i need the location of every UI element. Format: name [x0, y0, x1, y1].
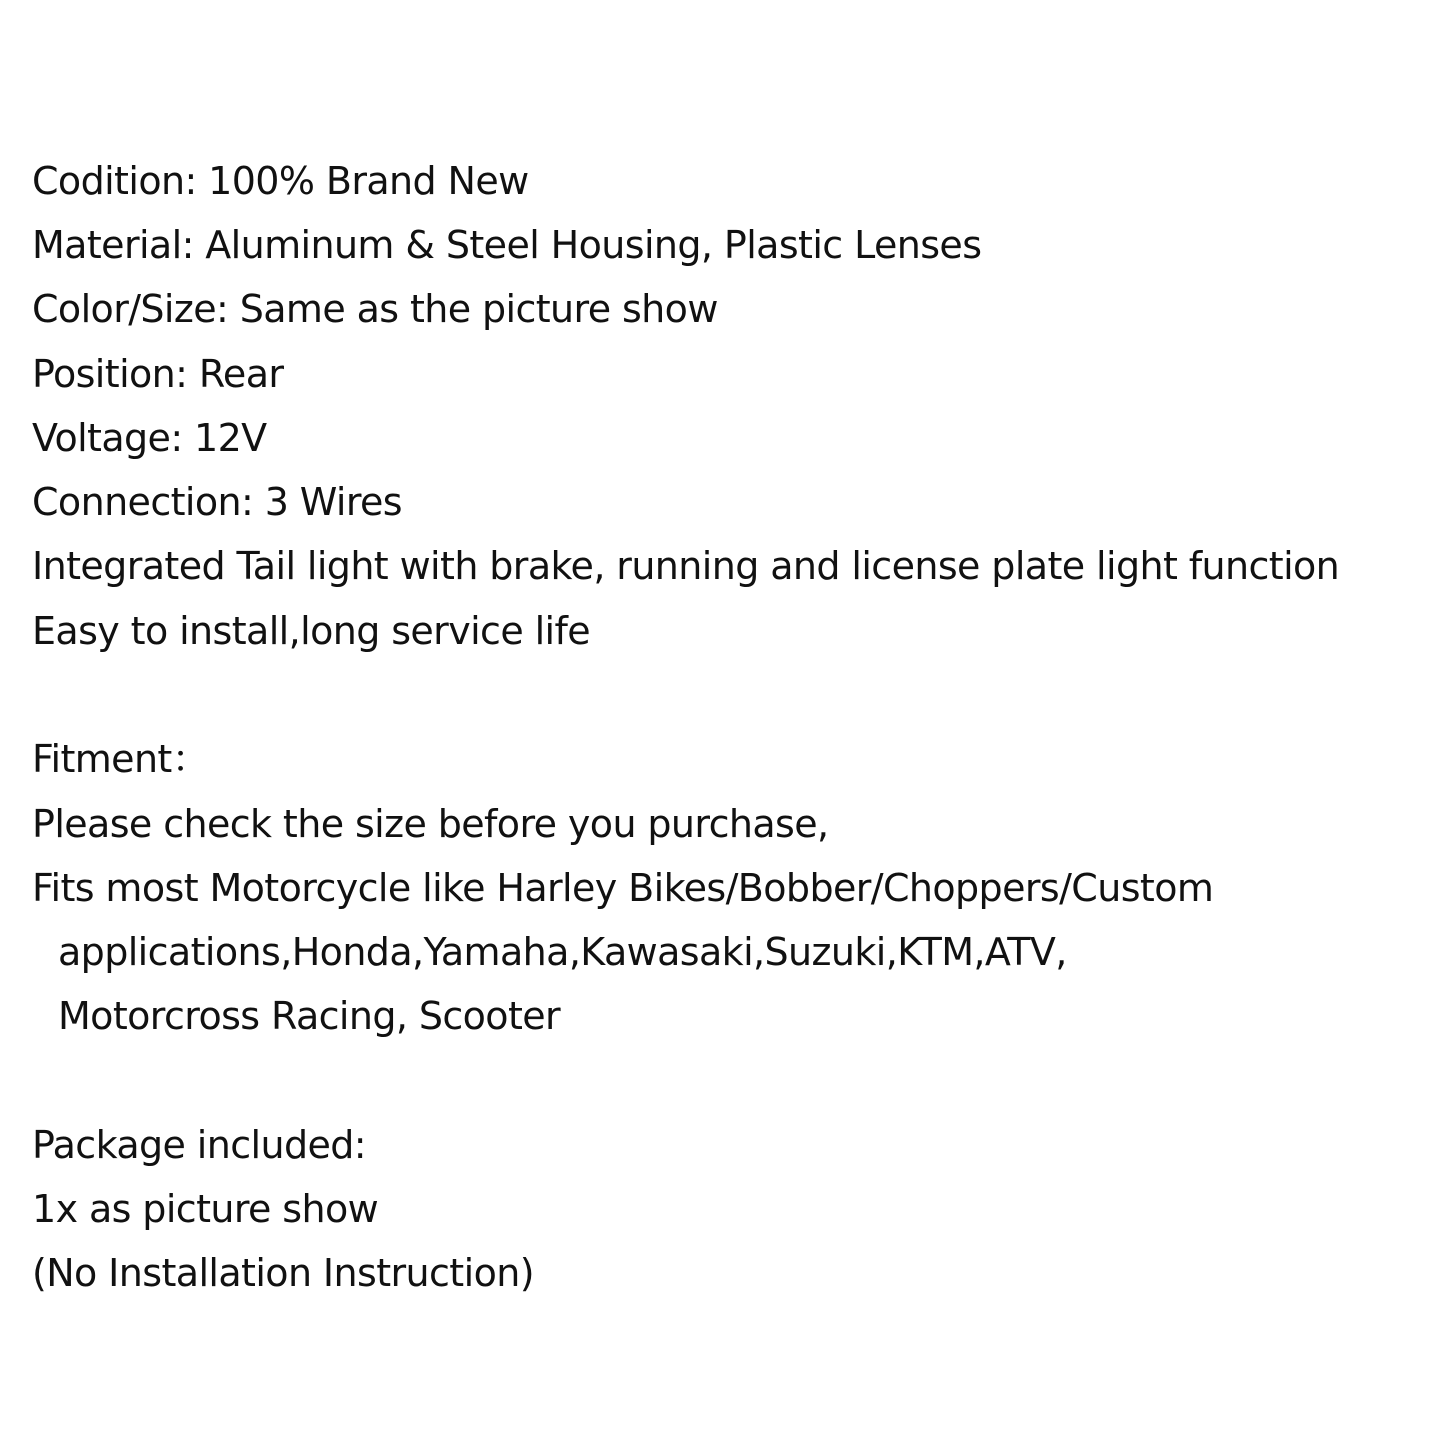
- install-line: Easy to install,long service life: [32, 609, 591, 653]
- condition-line: Codition: 100% Brand New: [32, 159, 529, 203]
- color-size-line: Color/Size: Same as the picture show: [32, 287, 718, 331]
- package-item: 1x as picture show: [32, 1187, 379, 1231]
- voltage-line: Voltage: 12V: [32, 416, 267, 460]
- position-line: Position: Rear: [32, 352, 284, 396]
- fitment-heading: Fitment：: [32, 737, 210, 781]
- fitment-note: Please check the size before you purchase,: [32, 802, 829, 846]
- fitment-line-1: Fits most Motorcycle like Harley Bikes/Bobber/Choppers/Custom: [32, 866, 1214, 910]
- package-note: (No Installation Instruction): [32, 1251, 534, 1295]
- fitment-line-2: applications,Honda,Yamaha,Kawasaki,Suzuki,KTM,ATV,: [58, 930, 1067, 974]
- package-heading: Package included:: [32, 1123, 366, 1167]
- material-line: Material: Aluminum & Steel Housing, Plastic Lenses: [32, 223, 982, 267]
- feature-line: Integrated Tail light with brake, running and license plate light function: [32, 544, 1340, 588]
- connection-line: Connection: 3 Wires: [32, 480, 403, 524]
- fitment-line-3: Motorcross Racing, Scooter: [58, 994, 561, 1038]
